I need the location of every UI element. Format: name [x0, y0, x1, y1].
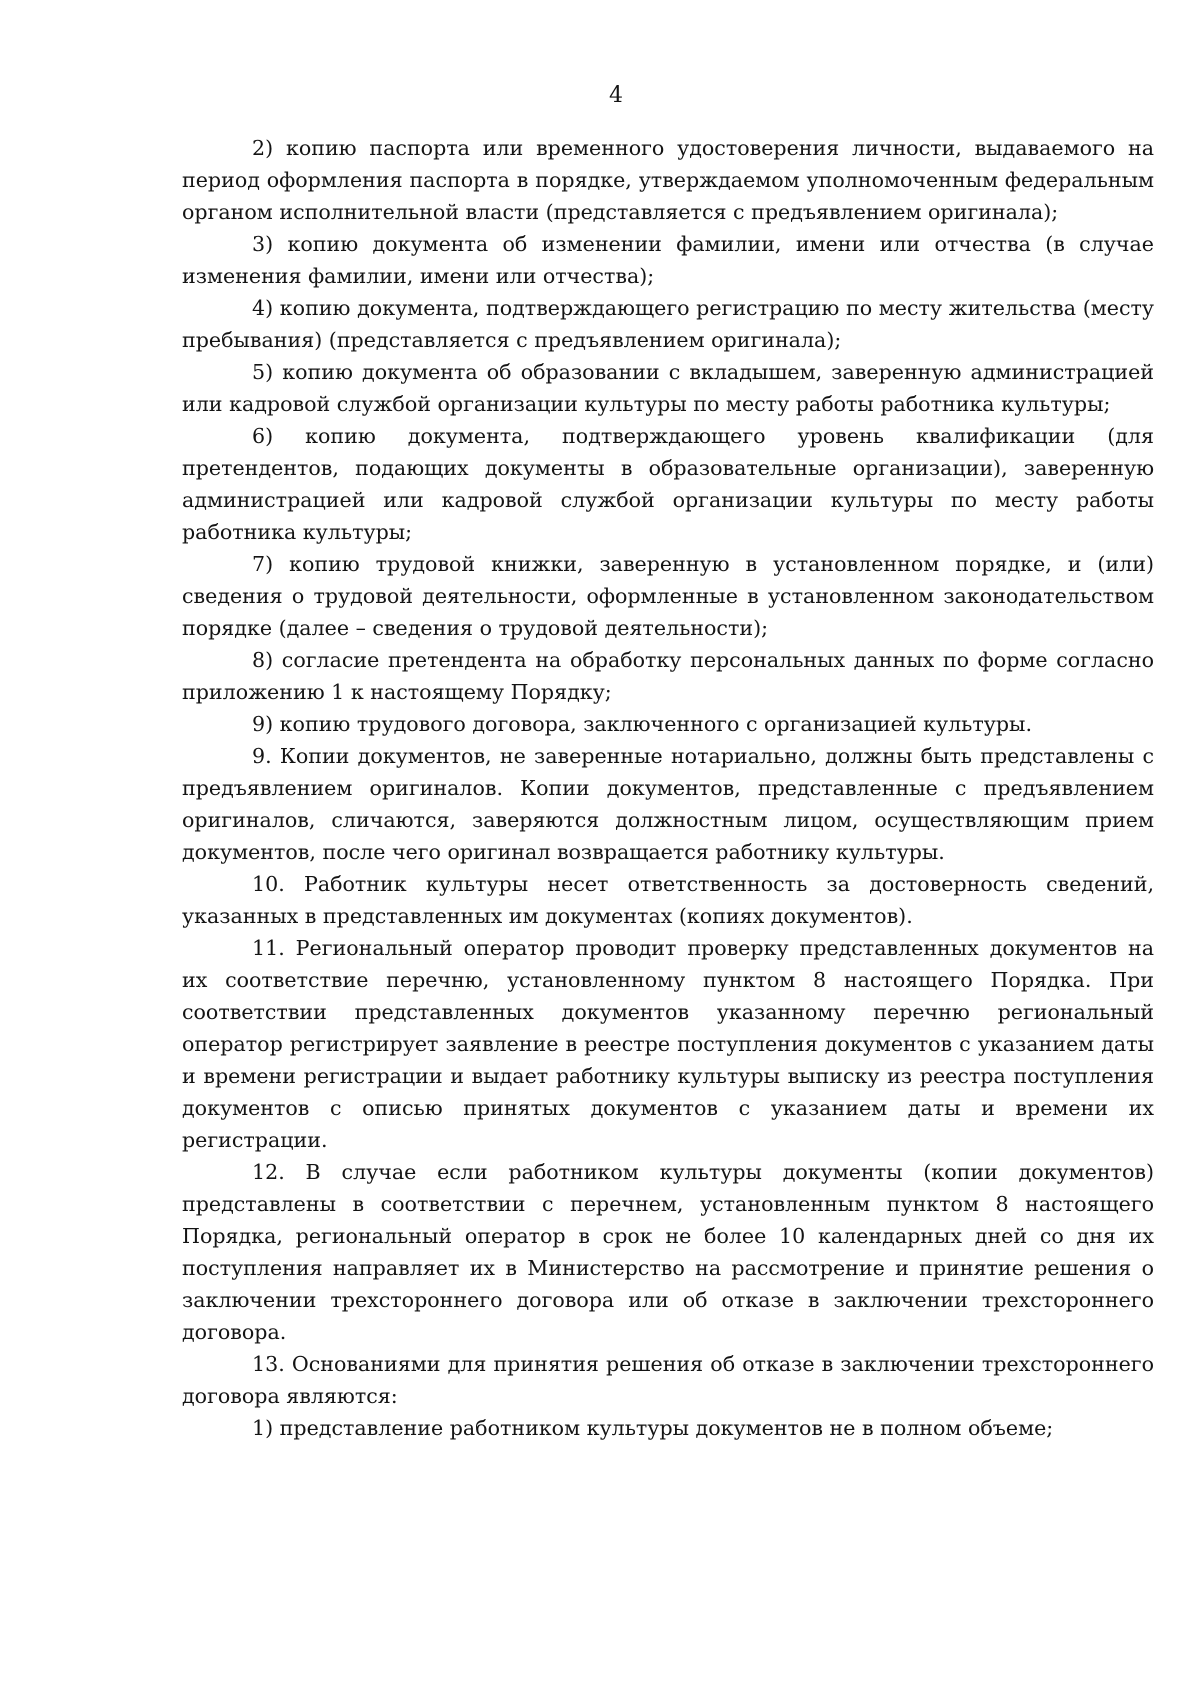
document-body	[182, 132, 1154, 1444]
paragraph-item-9-labor-contract: 9) копию трудового договора, заключенного с организацией культуры.	[252, 712, 1032, 736]
paragraph-item-3-name-change: 3) копию документа об изменении фамилии, имени или отчества (в случае изменения фамилии, имени или отчества);	[182, 232, 1154, 288]
paragraph-section-9: 9. Копии документов, не заверенные нотариально, должны быть представлены с предъявлением оригиналов. Копии документов, представленные с предъявлением оригиналов, сличаются, заверяются должностным лицом, осуществляющим прием документов, после чего оригинал возвращается работнику культуры.	[182, 744, 1154, 864]
paragraph-item-7-employment-record: 7) копию трудовой книжки, заверенную в установленном порядке, и (или) сведения о трудовой деятельности, оформленные в установленном законодательством порядке (далее – сведения о трудовой деятельности);	[182, 552, 1154, 640]
paragraph-item-4-registration: 4) копию документа, подтверждающего регистрацию по месту жительства (месту пребывания) (представляется с предъявлением оригинала);	[182, 296, 1154, 352]
paragraph-item-6-qualification: 6) копию документа, подтверждающего уровень квалификации (для претендентов, подающих документы в образовательные организации), заверенную администрацией или кадровой службой организации культуры по месту работы работника культуры;	[182, 424, 1154, 544]
paragraph-section-10: 10. Работник культуры несет ответственность за достоверность сведений, указанных в представленных им документах (копиях документов).	[182, 872, 1154, 928]
paragraph-item-8-consent: 8) согласие претендента на обработку персональных данных по форме согласно приложению 1 к настоящему Порядку;	[182, 648, 1154, 704]
paragraph-section-11: 11. Региональный оператор проводит проверку представленных документов на их соответствие перечню, установленному пунктом 8 настоящего Порядка. При соответствии представленных документов указанному перечню региональный оператор регистрирует заявление в реестре поступления документов с указанием даты и времени регистрации и выдает работнику культуры выписку из реестра поступления документов с описью принятых документов с указанием даты и времени их регистрации.	[182, 936, 1154, 1152]
paragraph-section-13-item-1: 1) представление работником культуры документов не в полном объеме;	[252, 1416, 1054, 1440]
page-number: 4	[609, 83, 623, 108]
paragraph-item-2-passport: 2) копию паспорта или временного удостоверения личности, выдаваемого на период оформления паспорта в порядке, утверждаемом уполномоченным федеральным органом исполнительной власти (представляется с предъявлением оригинала);	[182, 136, 1154, 224]
paragraph-section-13: 13. Основаниями для принятия решения об отказе в заключении трехстороннего договора являются:	[182, 1352, 1154, 1408]
paragraph-item-5-education: 5) копию документа об образовании с вкладышем, заверенную администрацией или кадровой службой организации культуры по месту работы работника культуры;	[182, 360, 1154, 416]
paragraph-section-12: 12. В случае если работником культуры документы (копии документов) представлены в соответствии с перечнем, установленным пунктом 8 настоящего Порядка, региональный оператор в срок не более 10 календарных дней со дня их поступления направляет их в Министерство на рассмотрение и принятие решения о заключении трехстороннего договора или об отказе в заключении трехстороннего договора.	[182, 1160, 1154, 1344]
